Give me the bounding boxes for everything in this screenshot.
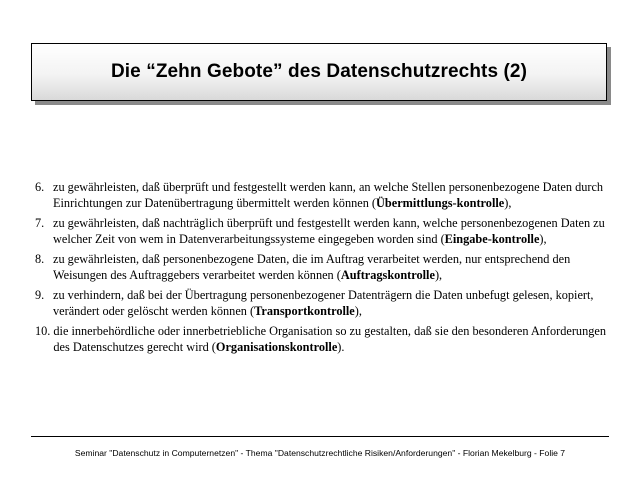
list-item-end: ), <box>434 268 443 282</box>
list-item-body: zu gewährleisten, daß nachträglich überprüft und festgestellt werden kann, welche personenbezogenen Daten zu welcher Zeit von wem in Datenverarbeitungssysteme eingegeben worden sind ( <box>53 216 605 246</box>
list-item-body: zu gewährleisten, daß personenbezogene Daten, die im Auftrag verarbeitet werden, nur entsprechend den Weisungen des Auftraggebers verarbeitet werden können ( <box>53 252 571 282</box>
list-item-end: ), <box>504 196 512 210</box>
list-item-text <box>53 323 610 355</box>
footer-divider <box>31 436 609 437</box>
list-item-text <box>53 251 610 283</box>
list-item-text <box>53 179 610 211</box>
list-item <box>35 251 610 283</box>
list-item-number: 6. <box>35 180 45 194</box>
list-item-keyword: Übermittlungs-kontrolle <box>376 196 505 210</box>
list-item-number: 8. <box>35 252 45 266</box>
list-item <box>35 215 610 247</box>
list-item-number: 9. <box>35 288 45 302</box>
list-item-keyword: Auftragskontrolle <box>340 268 435 282</box>
list-item <box>35 287 610 319</box>
list-item-text <box>53 287 610 319</box>
list-item-text <box>53 215 610 247</box>
list-item-body: zu verhindern, daß bei der Übertragung personenbezogener Datenträgern die Daten unbefugt gelesen, kopiert, verändert oder gelöscht werden können ( <box>53 288 594 318</box>
list-item-number: 10. <box>35 324 51 338</box>
slide-title-box <box>31 43 607 101</box>
list-item-keyword: Eingabe-kontrolle <box>444 232 540 246</box>
list-item-body: die innerbehördliche oder innerbetriebliche Organisation so zu gestalten, daß sie den besonderen Anforderungen des Datenschutzes gerecht wird ( <box>53 324 606 354</box>
slide-footer: Seminar "Datenschutz in Computernetzen" - Thema "Datenschutzrechtliche Risiken/Anforderungen" - Florian Mekelburg - Folie 7 <box>74 448 566 458</box>
list-item-end: ), <box>539 232 547 246</box>
list-item-keyword: Organisationskontrolle <box>215 340 338 354</box>
slide-title: Die “Zehn Gebote” des Datenschutzrechts (2) <box>110 61 528 82</box>
list-item-keyword: Transportkontrolle <box>254 304 355 318</box>
requirements-list <box>35 179 610 359</box>
list-item-end: ). <box>337 340 345 354</box>
list-item-end: ), <box>354 304 362 318</box>
list-item-number: 7. <box>35 216 45 230</box>
list-item <box>35 323 610 355</box>
list-item <box>35 179 610 211</box>
list-item-body: zu gewährleisten, daß überprüft und festgestellt werden kann, an welche Stellen personenbezogene Daten durch Einrichtungen zur Datenübertragung übermittelt werden können ( <box>53 180 604 210</box>
